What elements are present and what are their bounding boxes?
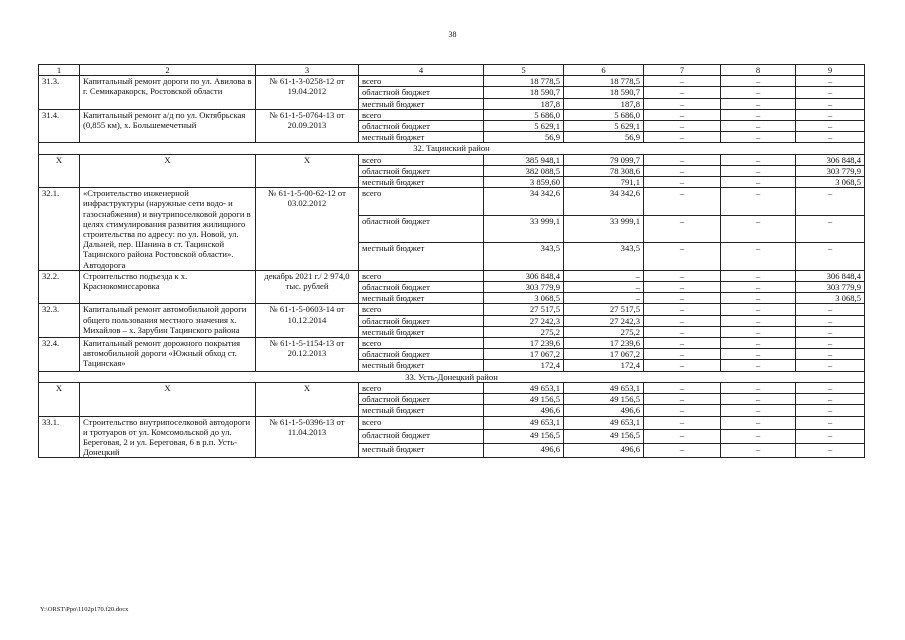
- amount-cell: –: [644, 394, 721, 405]
- amount-cell: 5 629,1: [484, 121, 564, 132]
- item-number: 31.3.: [39, 76, 80, 110]
- column-number-4: 4: [359, 65, 484, 76]
- item-name: «Строительство инженерной инфраструктуры (наружные сети водо- и газоснабжения) и внутрипоселковой дороги в целях стимулирования развития жилищного строительства по адресу: по ул. Новой, ул. Дальней, пер. Шанина в ст. Тацинской Тацинского района Ростовской области». Автодорога: [80, 188, 256, 271]
- item-name: Капитальный ремонт дорожного покрытия автомобильной дороги «Южный обход ст. Тацинская»: [80, 338, 256, 372]
- amount-cell: 18 778,5: [564, 76, 644, 87]
- section-title: 32. Тацинский район: [39, 143, 865, 154]
- amount-cell: –: [796, 132, 865, 143]
- amount-cell: 49 156,5: [484, 394, 564, 405]
- amount-cell: –: [721, 132, 796, 143]
- amount-cell: –: [721, 98, 796, 109]
- item-document: № 61-1-5-00-62-12 от 03.02.2012: [256, 188, 359, 271]
- amount-cell: 3 859,60: [484, 177, 564, 188]
- amount-cell: 33 999,1: [564, 215, 644, 243]
- amount-cell: –: [644, 270, 721, 281]
- amount-cell: –: [644, 177, 721, 188]
- table-row: [39, 270, 865, 281]
- item-number: 32.1.: [39, 188, 80, 271]
- amount-cell: 343,5: [484, 243, 564, 271]
- item-number: Х: [39, 382, 80, 416]
- funding-source: всего: [359, 304, 484, 315]
- item-number: 32.2.: [39, 270, 80, 304]
- funding-source: местный бюджет: [359, 132, 484, 143]
- funding-source: областной бюджет: [359, 430, 484, 444]
- amount-cell: –: [644, 326, 721, 337]
- item-number: 32.3.: [39, 304, 80, 338]
- amount-cell: –: [721, 121, 796, 132]
- funding-source: областной бюджет: [359, 87, 484, 98]
- amount-cell: –: [796, 98, 865, 109]
- amount-cell: –: [721, 326, 796, 337]
- amount-cell: –: [644, 293, 721, 304]
- item-document: № 61-1-3-0258-12 от 19.04.2012: [256, 76, 359, 110]
- amount-cell: –: [721, 215, 796, 243]
- column-number-5: 5: [484, 65, 564, 76]
- item-name: Капитальный ремонт автомобильной дороги общего пользования местного значения х. Михайлов – х. Зарубин Тацинского района: [80, 304, 256, 338]
- amount-cell: 27 242,3: [484, 315, 564, 326]
- amount-cell: –: [721, 76, 796, 87]
- amount-cell: 496,6: [564, 444, 644, 458]
- amount-cell: –: [564, 270, 644, 281]
- funding-source: местный бюджет: [359, 177, 484, 188]
- amount-cell: –: [721, 304, 796, 315]
- amount-cell: –: [796, 405, 865, 416]
- table-row: [39, 382, 865, 393]
- amount-cell: –: [721, 282, 796, 293]
- amount-cell: 56,9: [484, 132, 564, 143]
- amount-cell: –: [644, 76, 721, 87]
- amount-cell: 18 590,7: [484, 87, 564, 98]
- amount-cell: –: [644, 165, 721, 176]
- amount-cell: 382 088,5: [484, 165, 564, 176]
- amount-cell: –: [721, 154, 796, 165]
- amount-cell: –: [796, 338, 865, 349]
- funding-source: областной бюджет: [359, 215, 484, 243]
- amount-cell: –: [721, 188, 796, 216]
- column-number-8: 8: [721, 65, 796, 76]
- amount-cell: 5 686,0: [484, 109, 564, 120]
- amount-cell: 275,2: [564, 326, 644, 337]
- amount-cell: –: [644, 121, 721, 132]
- item-document: № 61-1-5-1154-13 от 20.12.2013: [256, 338, 359, 372]
- amount-cell: –: [721, 349, 796, 360]
- amount-cell: 33 999,1: [484, 215, 564, 243]
- amount-cell: –: [796, 121, 865, 132]
- funding-source: местный бюджет: [359, 360, 484, 371]
- item-name: Строительство подъезда к х. Краснокомиссаровка: [80, 270, 256, 304]
- item-document: декабрь 2021 г./ 2 974,0 тыс. рублей: [256, 270, 359, 304]
- amount-cell: –: [644, 444, 721, 458]
- amount-cell: –: [796, 360, 865, 371]
- amount-cell: –: [796, 416, 865, 430]
- amount-cell: –: [721, 444, 796, 458]
- funding-source: местный бюджет: [359, 243, 484, 271]
- item-name: Капитальный ремонт а/д по ул. Октябрьская (0,855 км), х. Большемечетный: [80, 109, 256, 143]
- amount-cell: –: [644, 349, 721, 360]
- item-name: Строительство внутрипоселковой автодороги и тротуаров от ул. Комсомольской до ул. Береговая, 2 и ул. Береговая, 6 в р.п. Усть-Донецкий: [80, 416, 256, 458]
- amount-cell: 3 068,5: [796, 293, 865, 304]
- section-title: 33. Усть-Донецкий район: [39, 371, 865, 382]
- amount-cell: 17 239,6: [564, 338, 644, 349]
- funding-source: местный бюджет: [359, 405, 484, 416]
- amount-cell: –: [721, 177, 796, 188]
- item-document: Х: [256, 154, 359, 188]
- funding-source: областной бюджет: [359, 165, 484, 176]
- amount-cell: –: [796, 109, 865, 120]
- funding-source: всего: [359, 188, 484, 216]
- amount-cell: –: [721, 416, 796, 430]
- amount-cell: 3 068,5: [796, 177, 865, 188]
- amount-cell: 187,8: [564, 98, 644, 109]
- table-row: [39, 188, 865, 216]
- column-number-2: 2: [80, 65, 256, 76]
- funding-source: областной бюджет: [359, 349, 484, 360]
- amount-cell: –: [721, 87, 796, 98]
- amount-cell: 49 156,5: [564, 394, 644, 405]
- table-row: [39, 338, 865, 349]
- item-number: 31.4.: [39, 109, 80, 143]
- amount-cell: –: [796, 87, 865, 98]
- amount-cell: –: [721, 430, 796, 444]
- funding-source: всего: [359, 154, 484, 165]
- file-path-footer: Y:\ORST\Ppo\1102p170.f20.docx: [40, 606, 129, 613]
- amount-cell: –: [564, 293, 644, 304]
- funding-source: всего: [359, 76, 484, 87]
- amount-cell: 303 779,9: [796, 165, 865, 176]
- amount-cell: –: [644, 98, 721, 109]
- amount-cell: 34 342,6: [564, 188, 644, 216]
- amount-cell: 18 778,5: [484, 76, 564, 87]
- amount-cell: 275,2: [484, 326, 564, 337]
- amount-cell: –: [721, 165, 796, 176]
- amount-cell: 306 848,4: [796, 270, 865, 281]
- amount-cell: 49 653,1: [484, 382, 564, 393]
- amount-cell: 49 653,1: [484, 416, 564, 430]
- amount-cell: –: [721, 338, 796, 349]
- amount-cell: 343,5: [564, 243, 644, 271]
- amount-cell: –: [796, 382, 865, 393]
- amount-cell: –: [796, 394, 865, 405]
- budget-table: [38, 64, 865, 458]
- amount-cell: –: [721, 394, 796, 405]
- amount-cell: –: [644, 315, 721, 326]
- amount-cell: –: [721, 360, 796, 371]
- amount-cell: –: [564, 282, 644, 293]
- amount-cell: –: [644, 87, 721, 98]
- item-document: № 61-1-5-0764-13 от 20.09.2013: [256, 109, 359, 143]
- amount-cell: –: [796, 188, 865, 216]
- funding-source: всего: [359, 382, 484, 393]
- amount-cell: 27 517,5: [564, 304, 644, 315]
- amount-cell: –: [721, 109, 796, 120]
- amount-cell: –: [721, 405, 796, 416]
- amount-cell: 49 653,1: [564, 382, 644, 393]
- funding-source: всего: [359, 109, 484, 120]
- amount-cell: –: [644, 132, 721, 143]
- amount-cell: –: [644, 360, 721, 371]
- amount-cell: –: [644, 154, 721, 165]
- section-title-row: [39, 143, 865, 154]
- amount-cell: –: [644, 215, 721, 243]
- item-number: 32.4.: [39, 338, 80, 372]
- amount-cell: –: [721, 270, 796, 281]
- amount-cell: 49 653,1: [564, 416, 644, 430]
- amount-cell: 5 629,1: [564, 121, 644, 132]
- amount-cell: 78 308,6: [564, 165, 644, 176]
- section-title-row: [39, 371, 865, 382]
- column-number-1: 1: [39, 65, 80, 76]
- amount-cell: –: [644, 304, 721, 315]
- amount-cell: –: [796, 430, 865, 444]
- item-name: Х: [80, 382, 256, 416]
- amount-cell: 17 067,2: [484, 349, 564, 360]
- funding-source: местный бюджет: [359, 98, 484, 109]
- amount-cell: –: [796, 326, 865, 337]
- amount-cell: –: [796, 304, 865, 315]
- column-number-6: 6: [564, 65, 644, 76]
- amount-cell: 49 156,5: [484, 430, 564, 444]
- amount-cell: 17 067,2: [564, 349, 644, 360]
- table-row: [39, 304, 865, 315]
- amount-cell: 18 590,7: [564, 87, 644, 98]
- funding-source: областной бюджет: [359, 121, 484, 132]
- item-number: Х: [39, 154, 80, 188]
- column-number-3: 3: [256, 65, 359, 76]
- amount-cell: 791,1: [564, 177, 644, 188]
- funding-source: местный бюджет: [359, 326, 484, 337]
- amount-cell: 303 779,9: [796, 282, 865, 293]
- amount-cell: 385 948,1: [484, 154, 564, 165]
- amount-cell: 303 779,9: [484, 282, 564, 293]
- funding-source: местный бюджет: [359, 444, 484, 458]
- item-name: Х: [80, 154, 256, 188]
- funding-source: областной бюджет: [359, 315, 484, 326]
- amount-cell: –: [721, 382, 796, 393]
- amount-cell: –: [796, 315, 865, 326]
- amount-cell: –: [796, 76, 865, 87]
- table-row: [39, 154, 865, 165]
- item-document: № 61-1-5-0603-14 от 10.12.2014: [256, 304, 359, 338]
- item-number: 33.1.: [39, 416, 80, 458]
- amount-cell: –: [644, 338, 721, 349]
- amount-cell: –: [721, 315, 796, 326]
- amount-cell: 27 517,5: [484, 304, 564, 315]
- amount-cell: –: [644, 282, 721, 293]
- column-number-7: 7: [644, 65, 721, 76]
- amount-cell: –: [796, 444, 865, 458]
- amount-cell: –: [721, 243, 796, 271]
- table-row: [39, 76, 865, 87]
- amount-cell: –: [644, 405, 721, 416]
- amount-cell: –: [644, 109, 721, 120]
- amount-cell: 496,6: [484, 405, 564, 416]
- amount-cell: –: [796, 215, 865, 243]
- amount-cell: –: [796, 243, 865, 271]
- amount-cell: –: [644, 382, 721, 393]
- amount-cell: 187,8: [484, 98, 564, 109]
- amount-cell: 5 686,0: [564, 109, 644, 120]
- header-row: [39, 65, 865, 76]
- item-document: Х: [256, 382, 359, 416]
- item-document: № 61-1-5-0396-13 от 11.04.2013: [256, 416, 359, 458]
- amount-cell: –: [644, 430, 721, 444]
- amount-cell: 27 242,3: [564, 315, 644, 326]
- table-row: [39, 109, 865, 120]
- amount-cell: 79 099,7: [564, 154, 644, 165]
- funding-source: областной бюджет: [359, 394, 484, 405]
- funding-source: всего: [359, 338, 484, 349]
- item-name: Капитальный ремонт дороги по ул. Авилова в г. Семикаракорск, Ростовской области: [80, 76, 256, 110]
- amount-cell: –: [721, 293, 796, 304]
- amount-cell: 34 342,6: [484, 188, 564, 216]
- amount-cell: 172,4: [484, 360, 564, 371]
- amount-cell: 49 156,5: [564, 430, 644, 444]
- amount-cell: 306 848,4: [796, 154, 865, 165]
- funding-source: областной бюджет: [359, 282, 484, 293]
- amount-cell: –: [644, 243, 721, 271]
- amount-cell: –: [796, 349, 865, 360]
- amount-cell: 306 848,4: [484, 270, 564, 281]
- amount-cell: –: [644, 416, 721, 430]
- funding-source: всего: [359, 416, 484, 430]
- page-number: 38: [448, 30, 457, 39]
- funding-source: местный бюджет: [359, 293, 484, 304]
- amount-cell: 496,6: [484, 444, 564, 458]
- amount-cell: 17 239,6: [484, 338, 564, 349]
- table-row: [39, 416, 865, 430]
- amount-cell: 172,4: [564, 360, 644, 371]
- amount-cell: 3 068,5: [484, 293, 564, 304]
- amount-cell: 496,6: [564, 405, 644, 416]
- amount-cell: –: [644, 188, 721, 216]
- column-number-9: 9: [796, 65, 865, 76]
- amount-cell: 56,9: [564, 132, 644, 143]
- funding-source: всего: [359, 270, 484, 281]
